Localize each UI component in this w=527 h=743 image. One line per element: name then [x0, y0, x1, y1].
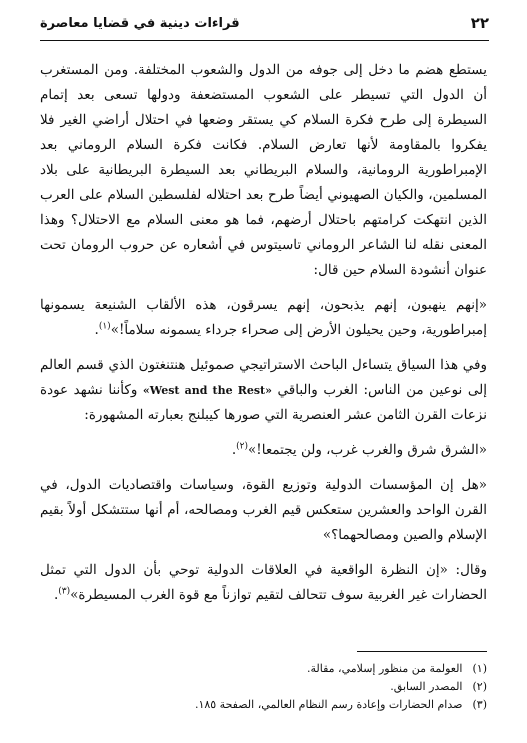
footnote-divider — [357, 651, 487, 652]
footnote-2: (٢)المصدر السابق. — [390, 680, 487, 693]
quote-2-tail: . — [231, 442, 237, 458]
english-phrase: «West and the Rest» — [142, 384, 272, 397]
footnote-1: (١)العولمة من منظور إسلامي، مقالة. — [306, 662, 487, 675]
footnote-ref-2: (٢) — [236, 441, 249, 452]
page-body — [40, 58, 487, 618]
paragraph-1: يستطع هضم ما دخل إلى جوفه من الدول والشعوب المختلفة. ومن المستغرب أن الدول التي تسيطر على الشعوب المستضعفة ودولها تسعى بعد إتمام السيطرة إلى طرح فكرة السلام كي يستقر وضعها في احتلال أراضي الغير فلا يفكروا بالمقاومة لأنها تعارض السلام. فكانت فكرة السلام الروماني بعد الإمبراطورية الرومانية، والسلام البريطاني بعد السيطرة البريطانية على بلاد المسلمين، والكيان الصهيوني أيضاً طرح بعد احتلاله لفلسطين السلام على العرب الذين انتهكت كرامتهم باحتلال أرضهم، فما هو معنى السلام مع الاحتلال؟ وهذا المعنى نقله لنا الشاعر الروماني تاسيتوس في أشعاره عن حروب الرومان تحت عنوان أنشودة السلام حين قال: — [40, 62, 487, 278]
paragraph-2-start: وفي هذا السياق يتساءل الباحث الاستراتيجي صموئيل هنتنغتون الذي قسم العالم إلى نوعين من الناس: الغرب والباقي — [40, 357, 487, 398]
paragraph-2-end: وكأننا نشهد عودة نزعات القرن الثامن عشر العنصرية التي صورها كيبلنج بعبارته المشهورة: — [40, 382, 487, 423]
paragraph-3: «هل إن المؤسسات الدولية وتوزيع القوة، وسياسات واقتصاديات الدول، في القرن الواحد والعشرين ستعكس قيم الغرب ومصالحه، أم أنها ستتشكل أولاً بقيم الإسلام والصين ومصالحهما؟» — [40, 477, 487, 543]
page-number: ٢٢ — [470, 14, 489, 32]
paragraph-4 — [40, 558, 487, 608]
quote-paragraph-2 — [40, 438, 487, 463]
quote-2-text: «الشرق شرق والغرب غرب، ولن يجتمعا!» — [248, 442, 487, 458]
running-title: قراءات دينية في قضايا معاصرة — [40, 16, 240, 31]
footnote-3: (٣)صدام الحضارات وإعادة رسم النظام العالمي، الصفحة ١٨٥. — [194, 698, 487, 711]
footnotes — [40, 651, 487, 714]
quote-1-text: «إنهم ينهبون، إنهم يذبحون، إنهم يسرقون، هذه الألقاب الشنيعة يسمونها إمبراطورية، وحين يحيلون الأرض إلى صحراء جرداء يسمونه سلاماً!» — [40, 297, 487, 338]
paragraph-4-tail: . — [53, 587, 59, 603]
footnote-ref-3: (٣) — [58, 586, 71, 597]
paragraph-2 — [40, 353, 487, 428]
page-header — [40, 14, 489, 41]
paragraph-4-text: وقال: «إن النظرة الواقعية في العلاقات الدولية توحي بأن الدول التي تمثل الحضارات غير الغربية سوف تتحالف لتقيم توازناً مع قوة الغرب المسيطرة» — [40, 562, 487, 603]
quote-paragraph-1: «إنهم ينهبون، إنهم يذبحون، إنهم يسرقون، هذه الألقاب الشنيعة يسمونها إمبراطورية، وحين يحيلون الأرض إلى صحراء جرداء يسمونه سلاماً!»$^{(١)}$. — [40, 297, 487, 338]
footnote-ref-1: (١) — [98, 321, 111, 332]
